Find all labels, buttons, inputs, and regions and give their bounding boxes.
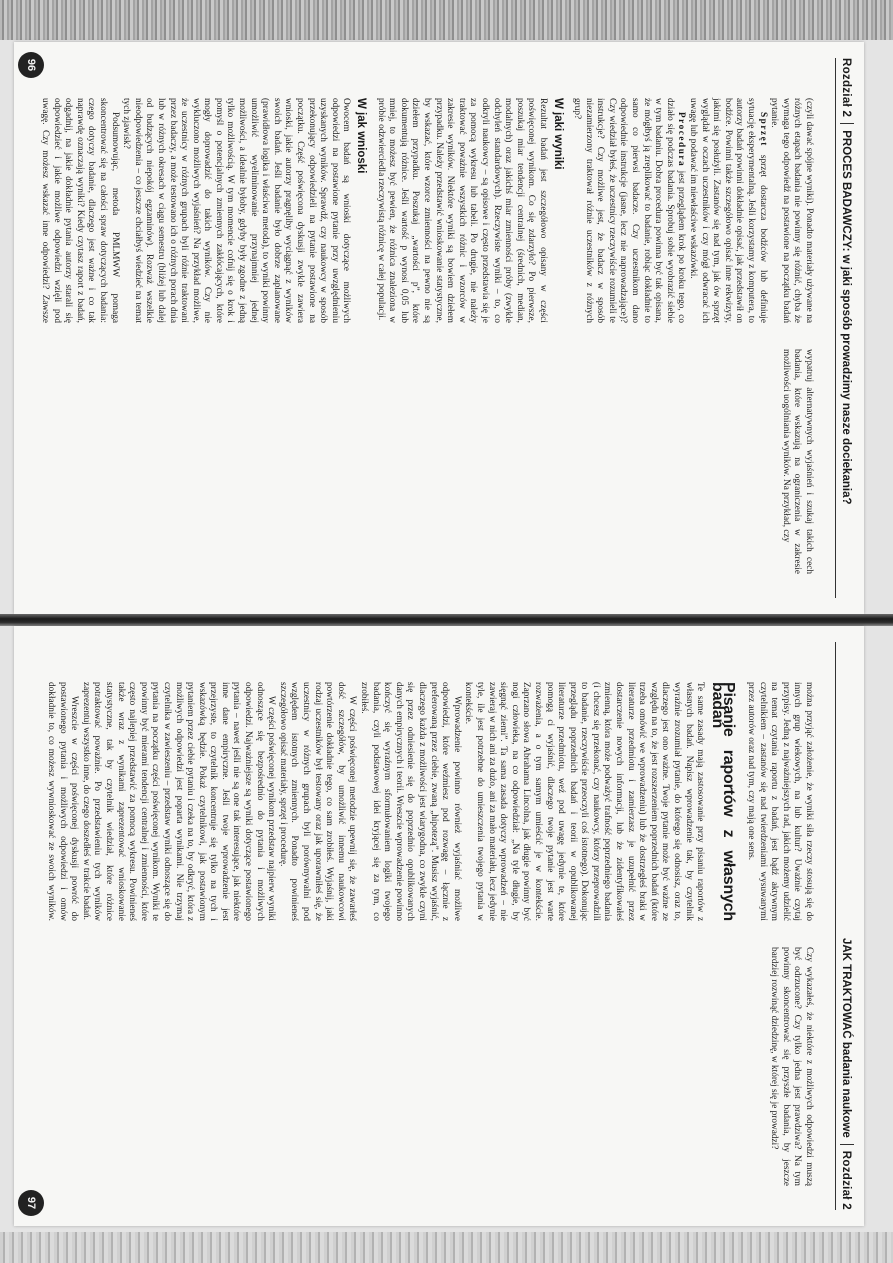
rotated-page-content bbox=[14, 626, 864, 1226]
header-left bbox=[840, 58, 854, 504]
header-divider bbox=[840, 1144, 854, 1145]
wyniki-paragraph: Rezultat badań jest szczegółowo opisany w części poświęconej wynikom. Co się zdarzyło? Po pierwsze, poszukaj miar tendencji centralnej (średnich, median, modalnych) oraz jakichś miar zmienności próby (zwykle odchyleń standardowych). Rzeczywiste wyniki – to, co odkryli naukowcy – są opisowe i często przedstawia się je za pomocą wykresu lub tabeli. Po drugie, nie należy traktować poważnie wszystkich różnic i wzorców w zakresie wyników. Niektóre wyniki są bowiem dziełem przypadku. Należy przedstawić wnioskowanie statystyczne, by wskazać, które wzorce zmienności na pewno nie są dziełem przypadku. Poszukaj „wartości p”, które dokumentują różnice. Jeśli wartość p wynosi 0,05 lub mniej, to możesz być pewien, że różnica znaleziona w próbie odzwierciedla rzeczywistą różnicę w całej populacji. bbox=[375, 98, 548, 323]
scan-edge-top bbox=[0, 0, 893, 40]
page-body-96 bbox=[38, 98, 814, 574]
pisanie-paragraph-2: Wprowadzenie powinno również wyjaśniać możliwe odpowiedzi, które weźmiesz pod rozwagę – łącznie z preferowaną przez ciebie, zwaną „hipotezą”. Musisz wyjaśnić, dlaczego każda z możliwości jest wiarygodna, co zwykle czyni się przez odniesienie się do poprzednio opublikowanych danych empirycznych i teorii. Wreszcie wprowadzenie powinno kończyć się wyraźnym sformułowaniem logiki twojego badania, czyli podstawowej idei kryjącej się za tym, co zrobiłeś. bbox=[359, 682, 462, 921]
section-heading-wyniki: W jaki wyniki bbox=[551, 98, 564, 170]
page-number-badge: 96 bbox=[18, 52, 44, 78]
procedura-lead: Procedura bbox=[676, 112, 687, 168]
intro-paragraph: (czyli dawać spójne wyniki). Ponadto materiały używane na różnych etapach badania nie powinny się różnić, chyba że wymaga tego odpowiedź na postawione na początku badań pytanie. bbox=[769, 98, 814, 323]
sprzet-paragraph bbox=[686, 98, 767, 323]
section-heading-wnioski: W jak wnioski bbox=[355, 98, 368, 174]
rotated-page-content bbox=[14, 42, 864, 614]
wnioski-paragraph-1: Owocem badań są wnioski dotyczące możliwych odpowiedzi na postawione pytanie przy uwzględnieniu uzyskanych wyników. Sprawdź, czy naukowcy w sposób przekonujący odpowiedzieli na pytanie postawione na początku. Część poświęcona dyskusji zwykle zawiera wnioski, jakie autorzy pragnęliby wyciągnąć z wyników swoich badań. Jeśli badanie było dobrze zaplanowane (prawidłowa logika i właściwa metoda), to wyniki powinny umożliwić wyeliminowanie przynajmniej jednej możliwości, a idealnie byłoby, gdyby były zgodne z jedną tylko możliwością. W tym momencie cofnij się o krok i pomyśl o potencjalnych zmiennych zakłócających, które mogły doprowadzić do takich wyników. Czy nie wykluczono możliwych wyjaśnień? Na przykład możliwe, że uczestnicy w różnych grupach byli różnie traktowani przez badaczy, a może testowano ich o różnych porach dnia lub w różnych okresach w ciągu semestru (bliżej lub dalej od budzących niepokój egzaminów). Rozważ wszelkie nieodpowiedzenia – co jeszcze chciałbyś wiedzieć na temat tych zjawisk? bbox=[121, 98, 352, 323]
pisanie-paragraph-3: W części poświęconej metodzie upewnij się, że zawarłeś dość szczegółów, by umożliwić innemu naukowcowi powtórzenie dokładnie tego, co sam zrobiłeś. Wyjaśnij, jaki rodzaj uczestników był testowany oraz jak uporawniłeś się, że uczestnicy w różnych grupach byli porównywalni pod względem istotnych zmiennych. Ponadto powinieneś szczegółowo opisać materiały, sprzęt i procedurę. bbox=[277, 682, 358, 921]
header-divider bbox=[840, 123, 854, 124]
pisanie-paragraph-5: Wreszcie w części poświęconej dyskusji powróć do postawionego pytania i możliwych odpowiedzi i omów dokładnie to, co możesz wywnioskować ze swoich wyników. Czy wykazałeś, że niektóre z możliwych odpowiedzi muszą być odrzucone? Czy tylko jedna jest prawdziwa? Na tym powinny skoncentrować się przyszłe badania, by jeszcze bardziej rozwinąć dziedzinę, w której się je prowadzi? bbox=[46, 682, 814, 1186]
intro-paragraph: można przyjąć założenie, że wyniki siła rzeczy stosują się do innych grup wiekowych, na lub kultur? Uważnie czytaj przypisy. Jedną z najważniejszych rad, jakich możemy udzielić na temat czytania raportu z badań, jest bądź aktywnym czytelnikiem – zastanów się nad twierdzeniami wysuwanymi przez autorów oraz nad tym, czy mają one sens. bbox=[746, 682, 814, 921]
scan-edge-bottom bbox=[0, 1232, 893, 1263]
pisanie-paragraph-1: Te same zasady mają zastosowanie przy pisaniu raportów z własnych badań. Napisz wprowadzenie tak, by czytelnik wyraźnie zrozumiał pytanie, do którego się odnosisz, oraz to, dlaczego jest ono ważne. Twoje pytanie może być ważne ze względu na to, że jest rozszerzeniem poprzednich badań (które trzeba omówić we wprowadzeniu) lub że dostrzegłeś braki w literaturze przedmiotu i zamierzasz je uzupełnić przez dostarczenie nowych informacji, lub że zidentyfikowałeś zmienną, która może podważyć trafność poprzedniego badania (i chcesz się przekonać, czy naukowcy, którzy przeprowadzili to badanie, rzeczywiście przeoczyli coś istotnego). Dokonując przeglądu poprzednich badań i teorii w opublikowanej literaturze przedmiotu, weź pod uwagę jedynie te, które pomogą ci wyjaśnić, dlaczego twoje pytanie jest warte rozważenia, a o tym samym umieścić je w kontekście. Zaprzano słowa Abrahama Lincolna, jak długie powinny być nogi człowieka, na co odpowiedział: „Na tyle długie, by sięgnąć ziemi”. Ta sama zasada dotyczy wprowadzeń – nie zawieraj w nich ani za dużo, ani za mało materiału, lecz jedynie tyle, ile jest potrzebne do umieszczenia twojego pytania w kontekście. bbox=[463, 682, 706, 921]
running-header bbox=[835, 58, 856, 598]
procedura-text: jest przeglądem krok po kroku tego, co działo się podczas badania. Sprobuj sobie wyobrazić siebie w tym badaniu. Dobra procedura powinna być tak opisana, że mógłbyś ją zreplikować to badanie, robiąc dokładnie to samo co pierwsi badacze. Czy uczestnikom dano odpowiednie instrukcje (jasne, lecz nie naprowadzające)? Czy wiedział byłeś, że uczestnicy rzeczywiście rozumieli te instrukcje? Czy możliwe jest, że badacz w sposób niezamierzony traktował różnie uczestników z różnych grup? bbox=[572, 98, 687, 323]
page-body-97 bbox=[38, 682, 814, 1186]
sprzet-text: sprzęt dostarcza bodźców lub definiuje sytuację eksperymentalną. Jeśli korzystamy z komputera, to autorzy badań powinni dokładnie opisać, jak przedstawił on bodźce. Powinni także szczegółowo opisać inne rekwizyty, jakimi się posłużyli. Zastanów się nad tym, jak ów sprzęt wyglądał w oczach uczestników i czy mógł odwracać ich uwagę lub podawać im niewłaściwe wskazówki. bbox=[688, 98, 768, 323]
chapter-label: Rozdział 2 bbox=[840, 58, 852, 118]
book-page-96 bbox=[14, 42, 864, 614]
header-right bbox=[840, 938, 854, 1210]
procedura-paragraph bbox=[571, 98, 687, 323]
running-title: PROCES BADAWCZY: w jaki sposób prowadzimy nasze dociekania? bbox=[840, 130, 852, 505]
running-header bbox=[835, 642, 856, 1210]
running-title: JAK TRAKTOWAĆ badania naukowe bbox=[840, 937, 852, 1138]
page-number-badge: 97 bbox=[18, 1190, 44, 1216]
book-spine bbox=[0, 614, 893, 626]
sprzet-lead: Sprzęt bbox=[757, 112, 768, 147]
chapter-label: Rozdział 2 bbox=[840, 1150, 852, 1210]
section-heading-pisanie: Pisanie raportów z własnych badań bbox=[708, 682, 738, 921]
wnioski-paragraph-2: Podsumowując, metoda PMLMWW pomaga skoncentrować się na całości spraw dotyczących badania: czego dotyczy badanie, dlaczego jest ważne i co tak naprawdę oznaczają wyniki? Kiedy czytasz raport z badań, odgadnij, na jakie dokładnie pytania autorzy starali się odpowiedzieć i jakie możliwe odpowiedzi wzięli pod uwagę. Czy możesz wskazać inne odpowiedzi? Zawsze wypatruj alternatywnych wyjaśnień i szukaj takich cech badania, które wskazują na ograniczenia w zakresie możliwości uogólniania wyników. Na przykład, czy bbox=[40, 98, 814, 574]
book-page-97 bbox=[14, 626, 864, 1226]
pisanie-paragraph-4: W części poświęconej wynikom przedstaw najpierw wyniki odnoszące się bezpośrednio do pytania i możliwych odpowiedzi. Najważniejsze są wyniki dotyczące postawionego pytania – nawet jeśli nie są one tak interesujące, jak niektóre inne dane empiryczne. Jeśli twoje wprowadzenie jest przejrzyste, to czytelnik koncentruje się tylko na tych i wskazówką będzie. Pokaż czytelnikowi, jak postawionym pytaniem przez ciebie pytaniu i czeka na to, by odkryć, która z możliwych odpowiedzi jest poparta wynikami. Nie trzymaj czytelnika w zawieszeniu – przedstaw wyniki odnoszące się do pytania na początku części poświęconej wynikom. Wyniki te powinny być mierami tendencji centralnej i zmienności, które często najlepiej przedstawić za pomocą wykresu. Powinieneś także wraz z wynikami zaprezentować wnioskowanie statystyczne, tak by czytelnik wiedział, które różnice potraktować poważnie. Po przedstawieniu tych wyników zaprezentuj wszystko inne, do czego doszedłeś w trakcie badań. bbox=[80, 682, 277, 921]
